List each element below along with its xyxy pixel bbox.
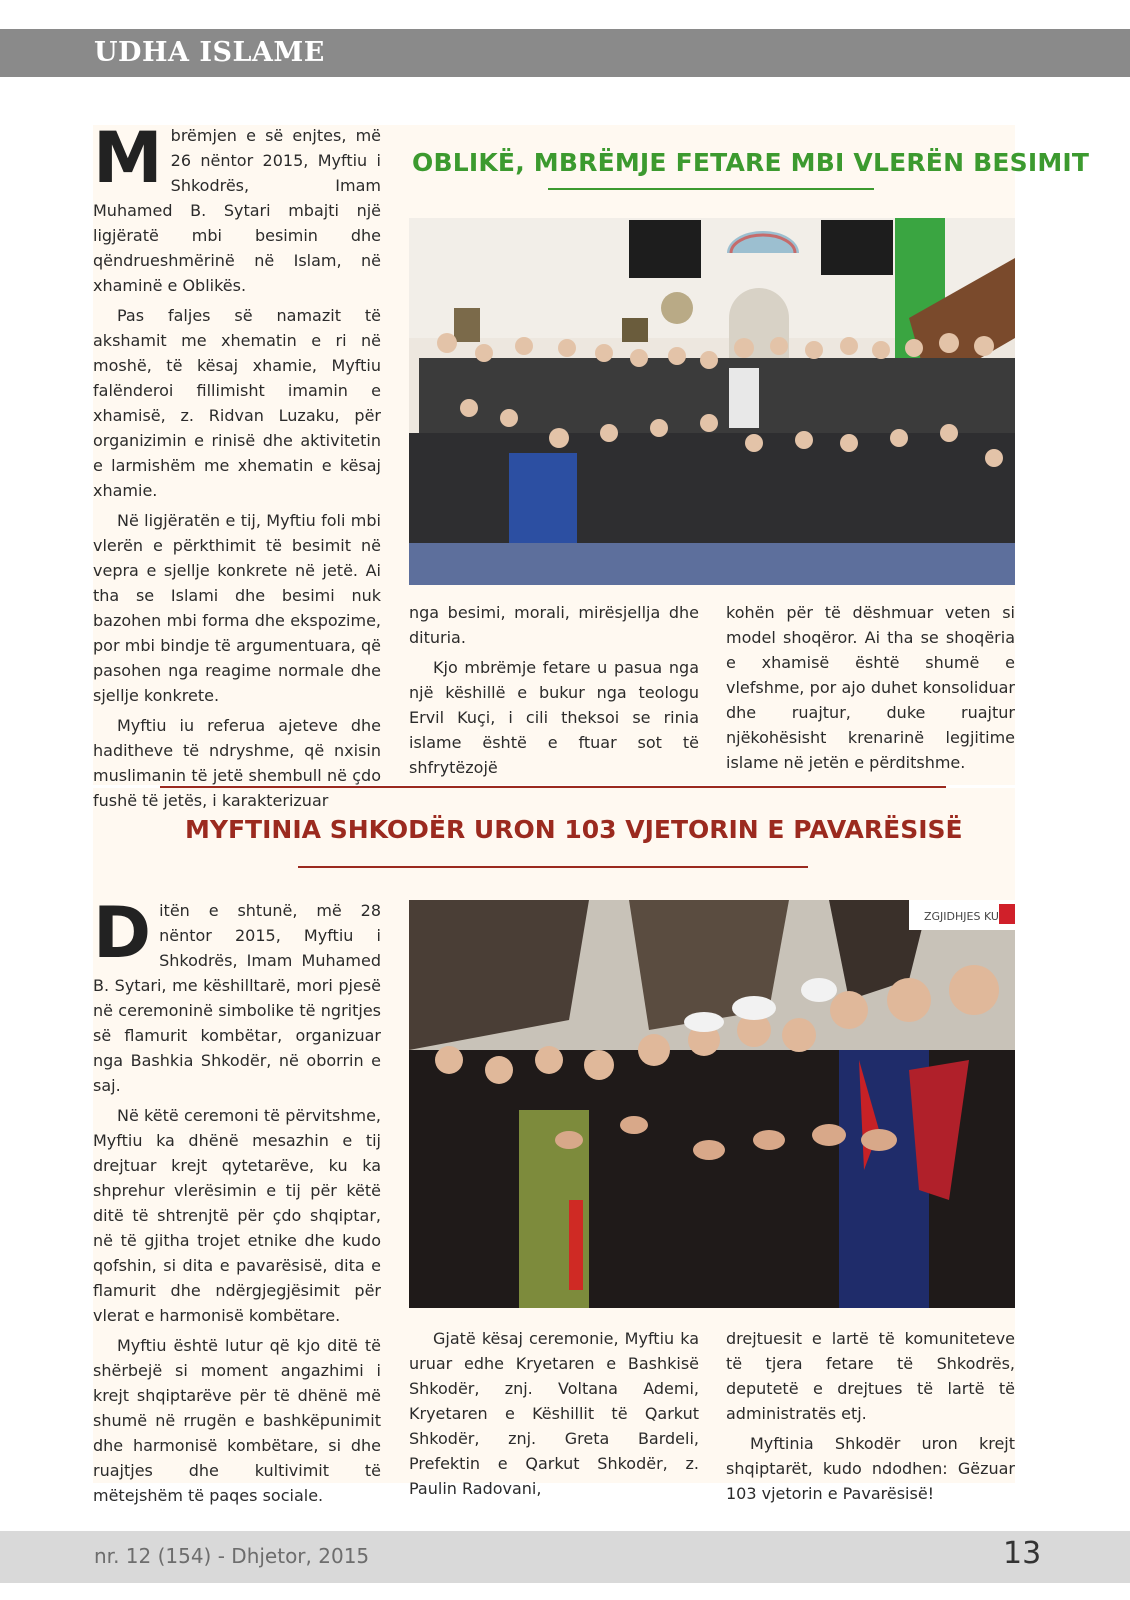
article2-paragraph-3: Myftiu është lutur që kjo ditë të shërbejë si moment angazhimi i krejt shqiptarëve për të dhënë më shumë në rrugën e bashkëpunimit dhe harmonisë kombëtare, si dhe ruajtjes dhe kultivimit të mëtejshëm të paqes sociale. xyxy=(93,1336,381,1505)
article2-top-rule xyxy=(160,786,946,788)
article2-col2-paragraph-1: Gjatë kësaj ceremonie, Myftiu ka uruar edhe Kryetaren e Bashkisë Shkodër, znj. Voltana Ademi, Kryetaren e Këshillit të Qarkut Shkodër, znj. Greta Bardeli, Prefektin e Qarkut Shkodër, z. Paulin Radovani, xyxy=(409,1329,699,1498)
magazine-title: UDHA ISLAME xyxy=(94,37,325,68)
article1-paragraph-1: Mbrëmjen e së enjtes, më 26 nëntor 2015, Myftiu i Shkodrës, Imam Muhamed B. Sytari mbajti një ligjëratë mbi besimin dhe qëndrueshmërinë në Islam, në xhaminë e Oblikës. xyxy=(93,117,381,295)
article2-paragraph-2: Në këtë ceremoni të përvitshme, Myftiu ka dhënë mesazhin e tij drejtuar krejt qytetarëve, ku ka shprehur vlerësimin e tij për këtë ditë të shtrenjtë për çdo shqiptar, në të gjitha trojet etnike dhe kudo qofshin, si dita e pavarësisë, dita e flamurit dhe ndërgjegjësimit për vlerat e harmonisë kombëtare. xyxy=(93,1106,381,1325)
article1-title-rule xyxy=(548,188,874,190)
mosque-group-photo xyxy=(409,218,1015,585)
article1-paragraph-3: Në ligjëratën e tij, Myftiu foli mbi vlerën e përkthimit të besimit në vepra e sjellje konkrete në jetë. Ai tha se Islami dhe besimi nuk bazohen mbi forma dhe ekspozime, por mbi bindje të argumentuara, që pasohen nga reagime normale dhe sjellje konkrete. xyxy=(93,511,381,705)
dropcap-m: M xyxy=(93,117,163,199)
article2-col3-paragraph-2: Myftinia Shkodër uron krejt shqiptarët, kudo ndodhen: Gëzuar 103 vjetorin e Pavarësisë! xyxy=(726,1434,1015,1503)
article1-column-3 xyxy=(726,600,1015,780)
article1-col2-paragraph-2: Kjo mbrëmje fetare u pasua nga një këshillë e bukur nga teologu Ervil Kuçi, i cili theksoi se rinia islame është e ftuar sot të shfrytëzojë xyxy=(409,658,699,777)
article1-paragraph-2: Pas faljes së namazit të akshamit me xhematin e ri në moshë, të kësaj xhamie, Myftiu falënderoi fillimisht imamin e xhamisë, z. Ridvan Luzaku, për organizimin e rinisë dhe aktivitetin e larmishëm me xhematin e kësaj xhamie. xyxy=(93,306,381,500)
page-number: 13 xyxy=(1003,1536,1042,1571)
photo-banner-text: ZGJIDHJES KU xyxy=(924,910,999,923)
article2-column-2 xyxy=(409,1326,699,1506)
article2-title-rule xyxy=(298,866,808,868)
article2-column-1 xyxy=(93,892,381,1513)
article1-paragraph-4: Myftiu iu referua ajeteve dhe hadithеve të ndryshme, që nxisin muslimanin të jetë shembull në çdo fushë të jetës, i karakterizuar xyxy=(93,716,381,810)
article1-column-2 xyxy=(409,600,699,785)
article2-title: MYFTINIA SHKODËR URON 103 VJETORIN E PAVARËSISË xyxy=(185,815,963,844)
article2-column-3 xyxy=(726,1326,1015,1511)
article1-column-1 xyxy=(93,117,381,818)
article2-paragraph-1: Ditën e shtunë, më 28 nëntor 2015, Myftiu i Shkodrës, Imam Muhamed B. Sytari, me këshilltarë, mori pjesë në ceremoninë simbolike të ngritjes së flamurit kombëtar, organizuar nga Bashkia Shkodër, në oborrin e saj. xyxy=(93,892,381,1095)
article1-col2-paragraph-1: nga besimi, morali, mirësjellja dhe dituria. xyxy=(409,603,699,647)
article1-col3-paragraph-1: kohën për të dëshmuar veten si model shoqëror. Ai tha se shoqëria e xhamisë është shumë e vlefshme, por ajo duhet konsoliduar dhe ruajtur, duke ruajtur njëkohësisht krenarinë legjitime islame në jetën e përditshme. xyxy=(726,603,1015,772)
flag-ceremony-photo xyxy=(409,900,1015,1308)
issue-info: nr. 12 (154) - Dhjetor, 2015 xyxy=(94,1544,370,1568)
article2-col3-paragraph-1: drejtuesit e lartë të komuniteteve të tjera fetare të Shkodrës, deputetë e drejtues të lartë të administratës etj. xyxy=(726,1329,1015,1423)
article1-title: OBLIKË, MBRËMJE FETARE MBI VLERËN BESIMIT xyxy=(412,148,1090,177)
dropcap-d: D xyxy=(93,892,152,974)
